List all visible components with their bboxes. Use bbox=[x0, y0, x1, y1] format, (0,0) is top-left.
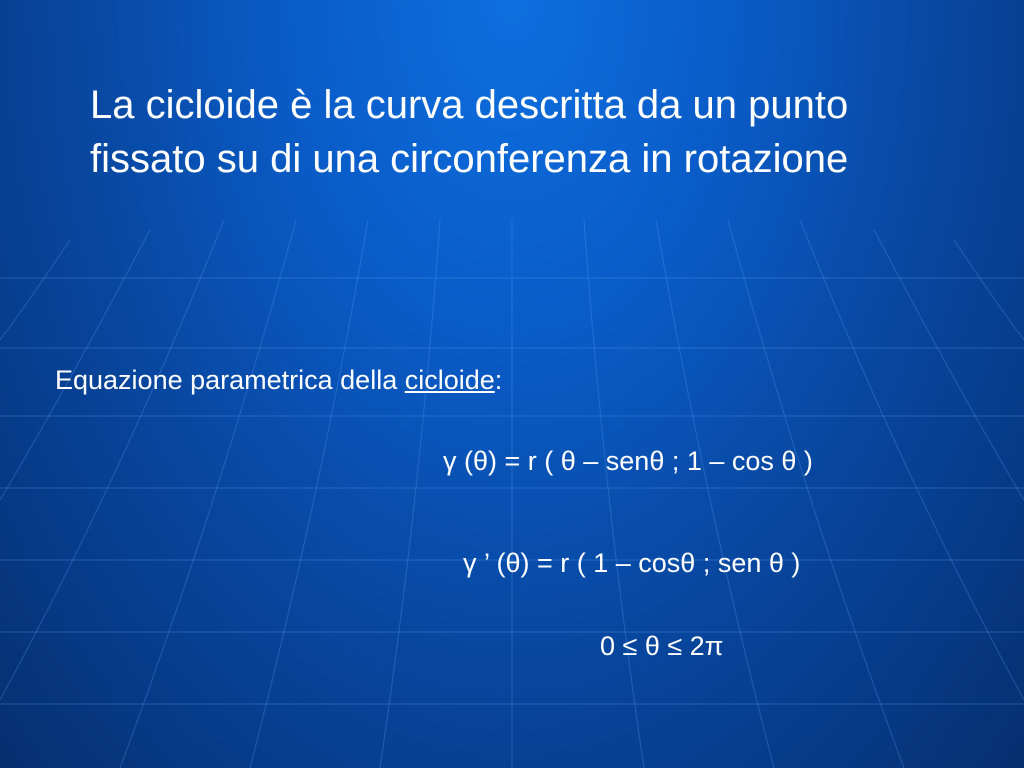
cicloide-link[interactable]: cicloide bbox=[404, 365, 495, 395]
equation-heading bbox=[55, 362, 502, 398]
slide-title-line-2: fissato su di una circonferenza in rotazione bbox=[90, 137, 849, 181]
equation-heading-suffix: : bbox=[494, 365, 503, 395]
formula-cycloid-parametric: γ (θ) = r ( θ – senθ ; 1 – cos θ ) bbox=[443, 446, 813, 476]
formula-cycloid-derivative: γ ’ (θ) = r ( 1 – cosθ ; sen θ ) bbox=[463, 548, 801, 578]
equation-heading-prefix: Equazione parametrica della bbox=[55, 365, 405, 395]
formula-theta-range: 0 ≤ θ ≤ 2π bbox=[600, 631, 724, 661]
slide-title-line-1: La cicloide è la curva descritta da un punto bbox=[90, 83, 849, 127]
slide-title bbox=[90, 78, 990, 186]
